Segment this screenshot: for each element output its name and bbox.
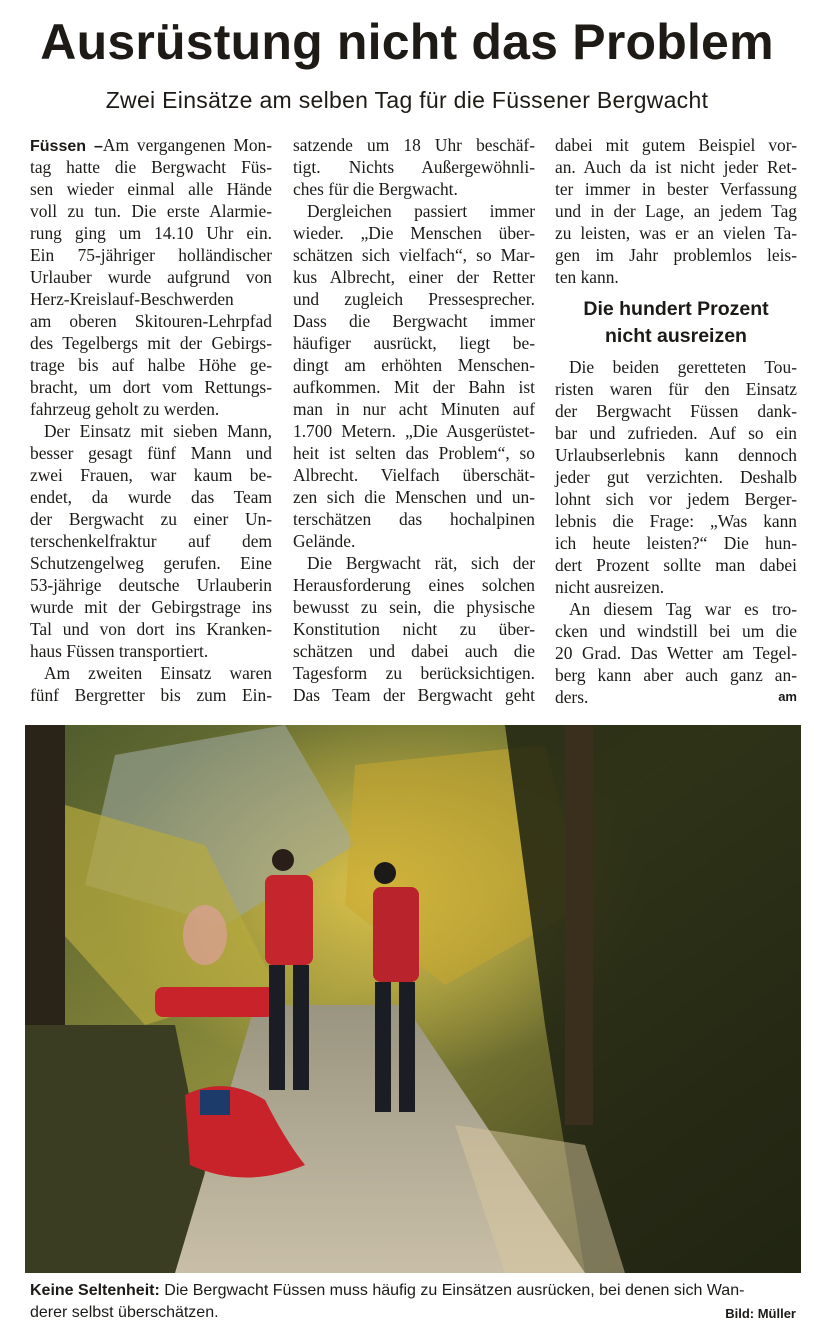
text-line: nicht ausreizen. <box>555 577 665 597</box>
rescue-scene-photo <box>25 725 801 1273</box>
text-line: ter immer in bester Verfassung <box>555 179 797 199</box>
text-line: an. Auch da ist nicht jeder Ret- <box>555 157 797 177</box>
text-line: der Bergwacht Füssen dank- <box>555 401 797 421</box>
text-line: fünf Bergretter bis zum Ein- <box>30 685 272 705</box>
text-line: Herz-Kreislauf-Beschwerden <box>30 289 234 309</box>
text-line: Gelände. <box>293 531 356 551</box>
text-line: dingt am erhöhten Menschen- <box>293 355 535 375</box>
text-line: risten waren für den Einsatz <box>555 379 797 399</box>
text-line: cken und windstill bei um die <box>555 621 797 641</box>
dateline: Füssen – <box>30 138 103 155</box>
text-line: wieder. „Die Menschen über- <box>293 223 535 243</box>
text-line: Urlauber wurde aufgrund von <box>30 267 272 287</box>
text-line: heit ist selten das Problem“, so <box>293 443 535 463</box>
article-photo <box>25 725 801 1273</box>
caption-lead: Keine Seltenheit: <box>30 1282 160 1299</box>
text-line-rest: Am vergangenen Mon- <box>102 135 272 155</box>
photo-credit: Bild: Müller <box>725 1306 796 1321</box>
text-line: bar und zufrieden. Auf so ein <box>555 423 797 443</box>
text-line: lohnt sich vor jedem Berger- <box>555 489 797 509</box>
text-line: tigt. Nichts Außergewöhnli- <box>293 157 535 177</box>
text-line: Die Bergwacht rät, sich der <box>307 553 535 573</box>
caption-line-1: Die Bergwacht Füssen muss häufig zu Einsätzen ausrücken, bei denen sich Wan- <box>164 1282 745 1299</box>
text-line: zu leisten, was er an vielen Ta- <box>555 223 797 243</box>
section-heading-line: Die hundert Prozent <box>583 298 769 320</box>
text-line: aufkommen. Mit der Bahn ist <box>293 377 535 397</box>
text-line: kus Albrecht, einer der Retter <box>293 267 535 287</box>
text-line: am oberen Skitouren-Lehrpfad <box>30 311 272 331</box>
paragraph <box>555 134 797 288</box>
text-line: An diesem Tag war es tro- <box>569 599 797 619</box>
text-line: Tal und von dort ins Kranken- <box>30 619 272 639</box>
author-initials: am <box>778 689 797 704</box>
text-line: Konstitution nicht zu über- <box>293 619 535 639</box>
text-line: zwei Frauen, war kaum be- <box>30 465 272 485</box>
text-line: satzende um 18 Uhr beschäf- <box>293 135 535 155</box>
headline: Ausrüstung nicht das Problem <box>40 14 774 70</box>
text-line: tag hatte die Bergwacht Füs- <box>30 157 272 177</box>
text-line: Herausforderung eines solchen <box>293 575 535 595</box>
text-line: Tagesform zu berücksichtigen. <box>293 663 535 683</box>
paragraph <box>293 200 535 552</box>
text-line: 53-jährige deutsche Urlauberin <box>30 575 272 595</box>
text-line-rest: ders. <box>555 687 589 707</box>
text-line: Dass die Bergwacht immer <box>293 311 535 331</box>
text-line: sen wieder einmal alle Hände <box>30 179 272 199</box>
caption-line-2: derer selbst überschätzen. <box>30 1304 219 1321</box>
text-line: und zugleich Pressesprecher. <box>293 289 535 309</box>
text-line: berg kann aber auch ganz an- <box>555 665 797 685</box>
text-line: ten kann. <box>555 267 619 287</box>
text-line: häufiger ausrückt, liegt be- <box>293 333 535 353</box>
paragraph <box>555 598 797 708</box>
text-line: Am zweiten Einsatz waren <box>44 663 272 683</box>
paragraph <box>293 552 535 706</box>
text-line: zen sich die Menschen und un- <box>293 487 535 507</box>
text-line: jeder gut verzichten. Deshalb <box>555 467 797 487</box>
text-line: Dergleichen passiert immer <box>307 201 535 221</box>
text-line: Albrecht. Vielfach überschät- <box>293 465 535 485</box>
text-line: trage bis auf halbe Höhe ge- <box>30 355 272 375</box>
text-line: Urlaubserlebnis kann dennoch <box>555 445 797 465</box>
text-line: haus Füssen transportiert. <box>30 641 209 661</box>
text-line: ches für die Bergwacht. <box>293 179 458 199</box>
text-line: Die beiden geretteten Tou- <box>569 357 797 377</box>
text-line: Das Team der Bergwacht geht <box>293 685 535 705</box>
text-line: Schutzengelweg gerufen. Eine <box>30 553 272 573</box>
paragraph <box>30 134 272 420</box>
paragraph <box>555 356 797 598</box>
text-line <box>555 686 797 708</box>
text-line: schätzen sich vielfach“, so Mar- <box>293 245 535 265</box>
text-line: bracht, um dort vom Rettungs- <box>30 377 272 397</box>
text-line: besser gesagt fünf Mann und <box>30 443 272 463</box>
paragraph <box>30 420 272 662</box>
text-line: der Bergwacht zu einer Un- <box>30 509 272 529</box>
text-line: wurde mit der Gebirgstrage ins <box>30 597 272 617</box>
text-line: lebnis die Frage: „Was kann <box>555 511 797 531</box>
text-line: man in nur acht Minuten auf <box>293 399 535 419</box>
text-line: rung ging um 14.10 Uhr ein. <box>30 223 272 243</box>
text-line: terschätzen das hochalpinen <box>293 509 535 529</box>
text-line: endet, da wurde das Team <box>30 487 272 507</box>
text-line <box>30 134 272 156</box>
text-line: voll zu tun. Die erste Alarmie- <box>30 201 272 221</box>
text-line: Der Einsatz mit sieben Mann, <box>44 421 272 441</box>
text-line: ich heute leisten?“ Die hun- <box>555 533 797 553</box>
text-line: 1.700 Metern. „Die Ausgerüstet- <box>293 421 535 441</box>
article-column-1 <box>30 134 272 706</box>
text-line: dert Prozent sollte man dabei <box>555 555 797 575</box>
text-line: gen im Jahr problemlos leis- <box>555 245 797 265</box>
text-line: des Tegelbergs mit der Gebirgs- <box>30 333 272 353</box>
paragraph <box>30 662 272 706</box>
text-line: 20 Grad. Das Wetter am Tegel- <box>555 643 797 663</box>
article-column-2 <box>293 134 535 706</box>
photo-caption <box>30 1280 798 1324</box>
section-heading <box>555 296 797 350</box>
text-line: schätzen und dabei auch die <box>293 641 535 661</box>
text-line: fahrzeug geholt zu werden. <box>30 399 220 419</box>
text-line: dabei mit gutem Beispiel vor- <box>555 135 797 155</box>
subheadline: Zwei Einsätze am selben Tag für die Füssener Bergwacht <box>105 87 709 113</box>
text-line: und in der Lage, an jedem Tag <box>555 201 797 221</box>
text-line: bewusst zu sein, die physische <box>293 597 535 617</box>
paragraph <box>293 134 535 200</box>
article-column-3 <box>555 134 797 708</box>
section-heading-line: nicht ausreizen <box>605 325 747 347</box>
text-line: terschenkelfraktur auf dem <box>30 531 272 551</box>
text-line: Ein 75-jähriger holländischer <box>30 245 272 265</box>
